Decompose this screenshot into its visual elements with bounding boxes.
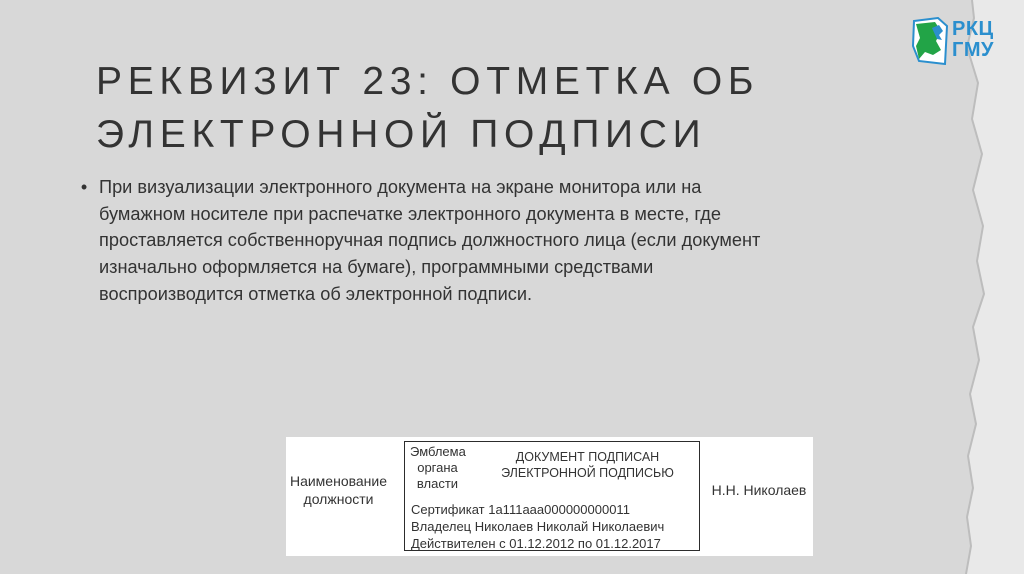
- bullet-text: При визуализации электронного документа на экране монитора или на бумажном носителе при распечатке электронного документа в месте, где проставляется собственноручная подпись должностного лица (если документ изначально оформляется на бумаге), программными средствами воспроизводится отметка об электронной подписи.: [99, 177, 761, 304]
- title-line-2: ЭЛЕКТРОННОЙ ПОДПИСИ: [96, 113, 707, 156]
- torn-paper-edge: [924, 0, 1024, 574]
- certificate-owner: Владелец Николаев Николай Николаевич: [411, 519, 665, 534]
- bullet-marker: •: [80, 177, 88, 197]
- bullet-list: [78, 174, 858, 308]
- certificate-number: Сертификат 1a111aaa000000000011: [411, 502, 630, 517]
- bullet-item: [78, 174, 858, 308]
- logo-line-2: ГМУ: [952, 39, 994, 61]
- electronic-signature-stamp: [404, 441, 700, 551]
- regional-map-logo-icon: [911, 17, 949, 65]
- document-signed-heading: ДОКУМЕНТ ПОДПИСАН ЭЛЕКТРОННОЙ ПОДПИСЬЮ: [501, 450, 674, 480]
- logo-text: [952, 19, 1012, 61]
- slide-title: [96, 55, 886, 161]
- position-title-label: Наименование должности: [289, 473, 388, 507]
- brand-logo: [911, 17, 1007, 65]
- authority-emblem-label: Эмблема органа власти: [410, 444, 466, 491]
- signature-example-figure: [286, 437, 813, 556]
- logo-line-1: РКЦ: [952, 18, 994, 40]
- certificate-details: [411, 501, 696, 552]
- title-line-1: РЕКВИЗИТ 23: ОТМЕТКА ОБ: [96, 60, 760, 103]
- certificate-validity: Действителен с 01.12.2012 по 01.12.2017: [411, 536, 661, 551]
- signer-name: Н.Н. Николаев: [711, 482, 807, 498]
